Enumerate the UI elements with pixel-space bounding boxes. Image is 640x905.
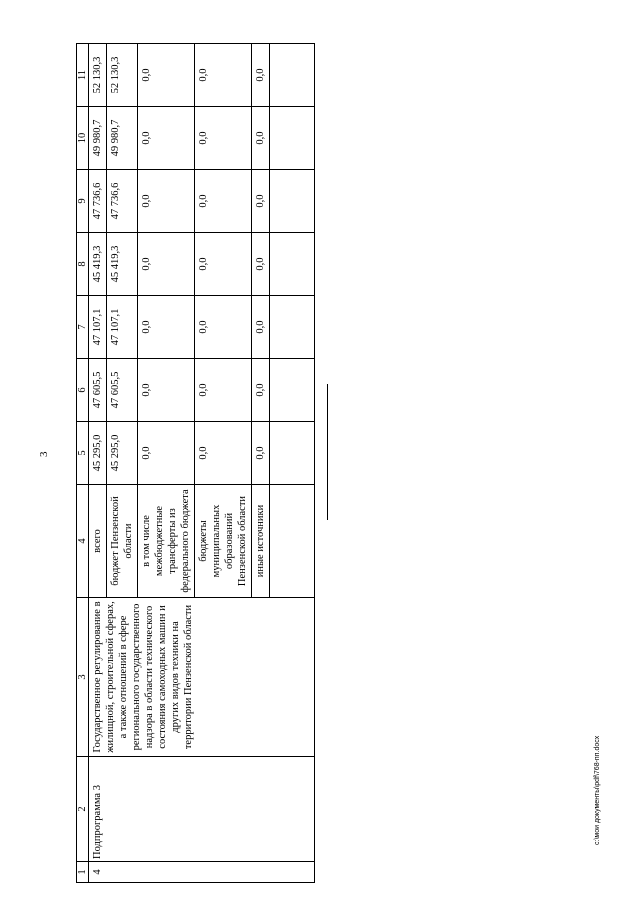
end-line (327, 384, 328, 520)
source-cell: в том числе межбюджетные трансферты из федерального бюджета (138, 485, 195, 598)
value-cell: 47 107,1 (89, 296, 107, 359)
source-cell: бюджет Пензенской области (107, 485, 138, 598)
value-cell: 0,0 (195, 44, 252, 107)
empty-cell (270, 233, 315, 296)
value-cell: 0,0 (195, 170, 252, 233)
value-cell: 0,0 (138, 107, 195, 170)
description-cell: Государственное регулирование в жилищной, строительной сферах, а также отношений в сфере регионального государственного надзора в области технического состояния самоходных машин и других видов техники на территории Пензенской области (89, 598, 315, 757)
empty-cell (270, 485, 315, 598)
header-cell: 9 (77, 170, 89, 233)
budget-table (76, 43, 315, 883)
header-cell: 5 (77, 422, 89, 485)
header-cell: 8 (77, 233, 89, 296)
header-cell: 1 (77, 862, 89, 883)
header-cell: 3 (77, 598, 89, 757)
value-cell: 0,0 (252, 359, 270, 422)
value-cell: 47 736,6 (107, 170, 138, 233)
value-cell: 47 107,1 (107, 296, 138, 359)
value-cell: 0,0 (138, 422, 195, 485)
value-cell: 0,0 (252, 233, 270, 296)
value-cell: 0,0 (252, 44, 270, 107)
value-cell: 0,0 (138, 233, 195, 296)
value-cell: 0,0 (195, 233, 252, 296)
page-number: 3 (38, 451, 50, 457)
value-cell: 47 736,6 (89, 170, 107, 233)
value-cell: 0,0 (138, 44, 195, 107)
table-row (89, 44, 107, 883)
value-cell: 0,0 (252, 422, 270, 485)
empty-cell (270, 359, 315, 422)
empty-cell (270, 422, 315, 485)
value-cell: 45 295,0 (107, 422, 138, 485)
value-cell: 0,0 (195, 107, 252, 170)
header-cell: 4 (77, 485, 89, 598)
empty-cell (270, 107, 315, 170)
value-cell: 49 980,7 (107, 107, 138, 170)
value-cell: 0,0 (252, 170, 270, 233)
value-cell: 0,0 (138, 359, 195, 422)
row-number-cell: 4 (89, 862, 315, 883)
header-cell: 10 (77, 107, 89, 170)
value-cell: 49 980,7 (89, 107, 107, 170)
program-cell: Подпрограмма 3 (89, 757, 315, 862)
header-cell: 2 (77, 757, 89, 862)
table-header-row (77, 44, 89, 883)
value-cell: 0,0 (252, 107, 270, 170)
empty-cell (270, 296, 315, 359)
header-cell: 7 (77, 296, 89, 359)
source-cell: всего (89, 485, 107, 598)
value-cell: 47 605,5 (107, 359, 138, 422)
value-cell: 45 295,0 (89, 422, 107, 485)
value-cell: 0,0 (195, 359, 252, 422)
value-cell: 47 605,5 (89, 359, 107, 422)
header-cell: 6 (77, 359, 89, 422)
footer-path: c:\мои документы\pdf\768-пп.docx (594, 735, 601, 845)
value-cell: 0,0 (252, 296, 270, 359)
empty-cell (270, 170, 315, 233)
source-cell: бюджеты муниципальных образований Пензенской области (195, 485, 252, 598)
value-cell: 0,0 (195, 422, 252, 485)
value-cell: 0,0 (138, 296, 195, 359)
header-cell: 11 (77, 44, 89, 107)
value-cell: 0,0 (138, 170, 195, 233)
empty-cell (270, 44, 315, 107)
source-cell: иные источники (252, 485, 270, 598)
value-cell: 45 419,3 (107, 233, 138, 296)
value-cell: 0,0 (195, 296, 252, 359)
value-cell: 45 419,3 (89, 233, 107, 296)
value-cell: 52 130,3 (107, 44, 138, 107)
value-cell: 52 130,3 (89, 44, 107, 107)
